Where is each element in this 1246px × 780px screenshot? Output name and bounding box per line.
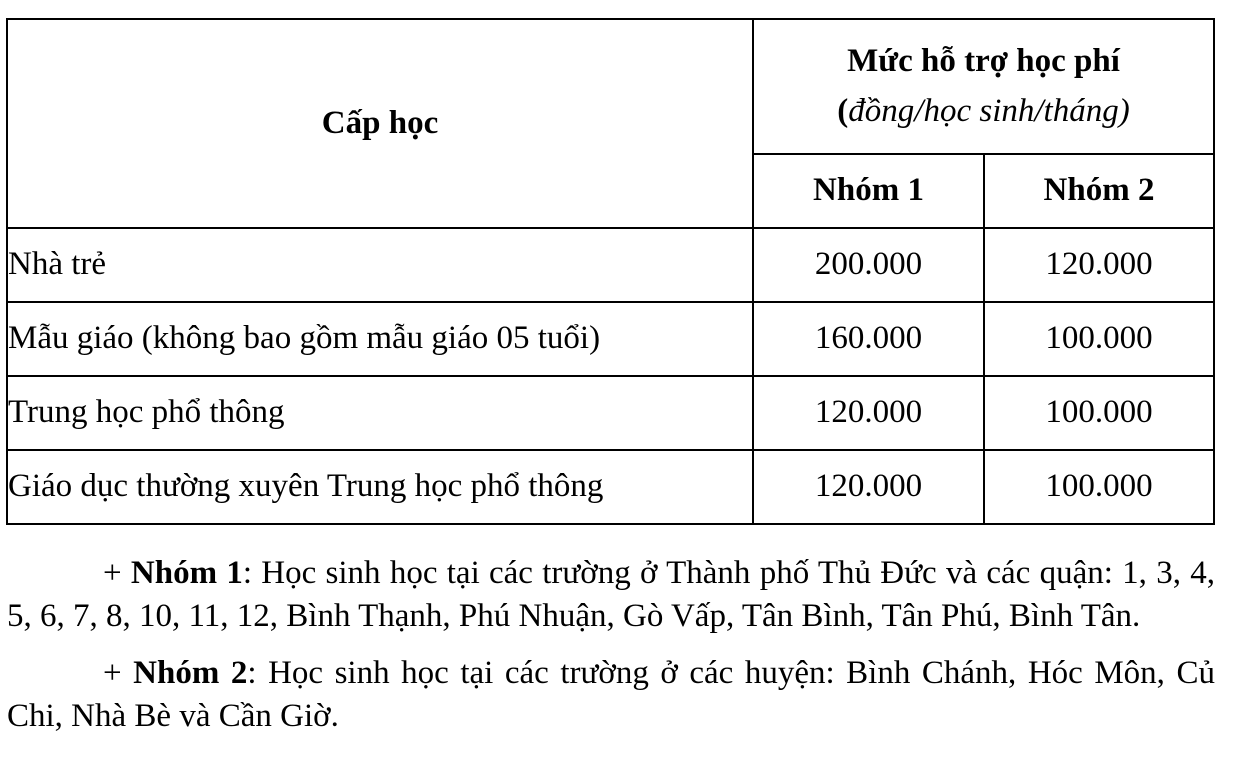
table-row xyxy=(7,450,1214,524)
header-row xyxy=(7,19,1214,154)
tuition-support-table xyxy=(6,18,1215,525)
header-group-1: Nhóm 1 xyxy=(753,154,984,228)
note-prefix: + xyxy=(103,655,134,691)
header-support-amount xyxy=(753,19,1214,154)
support-title: Mức hỗ trợ học phí xyxy=(847,42,1120,79)
note-label: Nhóm 2 xyxy=(133,655,248,691)
cell-group-2: 100.000 xyxy=(984,302,1214,376)
unit-text: đồng/học sinh/tháng xyxy=(848,92,1119,129)
header-group-2: Nhóm 2 xyxy=(984,154,1214,228)
cell-group-1: 160.000 xyxy=(753,302,984,376)
cell-group-2: 100.000 xyxy=(984,376,1214,450)
cell-level: Giáo dục thường xuyên Trung học phổ thông xyxy=(7,450,753,524)
note-label: Nhóm 1 xyxy=(130,555,243,591)
cell-group-1: 120.000 xyxy=(753,450,984,524)
note-text: : Học sinh học tại các trường ở Thành phố Thủ Đức và các quận: 1, 3, 4, 5, 6, 7, 8, 10, 11, 12, Bình Thạnh, Phú Nhuận, Gò Vấp, Tân Bình, Tân Phú, Bình Tân. xyxy=(7,555,1215,634)
table-row xyxy=(7,376,1214,450)
header-level: Cấp học xyxy=(7,19,753,228)
cell-group-1: 120.000 xyxy=(753,376,984,450)
note-group-2 xyxy=(7,652,1215,738)
note-prefix: + xyxy=(103,555,131,591)
cell-level: Mẫu giáo (không bao gồm mẫu giáo 05 tuổi) xyxy=(7,302,753,376)
cell-group-1: 200.000 xyxy=(753,228,984,302)
unit-open-paren: ( xyxy=(837,92,849,129)
cell-level: Trung học phổ thông xyxy=(7,376,753,450)
group-notes xyxy=(7,552,1215,752)
table-row xyxy=(7,302,1214,376)
table-row xyxy=(7,228,1214,302)
cell-group-2: 100.000 xyxy=(984,450,1214,524)
cell-level: Nhà trẻ xyxy=(7,228,753,302)
support-unit xyxy=(754,92,1213,132)
cell-group-2: 120.000 xyxy=(984,228,1214,302)
note-group-1 xyxy=(7,552,1215,638)
unit-close-paren: ) xyxy=(1118,92,1130,129)
note-text: : Học sinh học tại các trường ở các huyện: Bình Chánh, Hóc Môn, Củ Chi, Nhà Bè và Cần Giờ. xyxy=(7,655,1215,734)
